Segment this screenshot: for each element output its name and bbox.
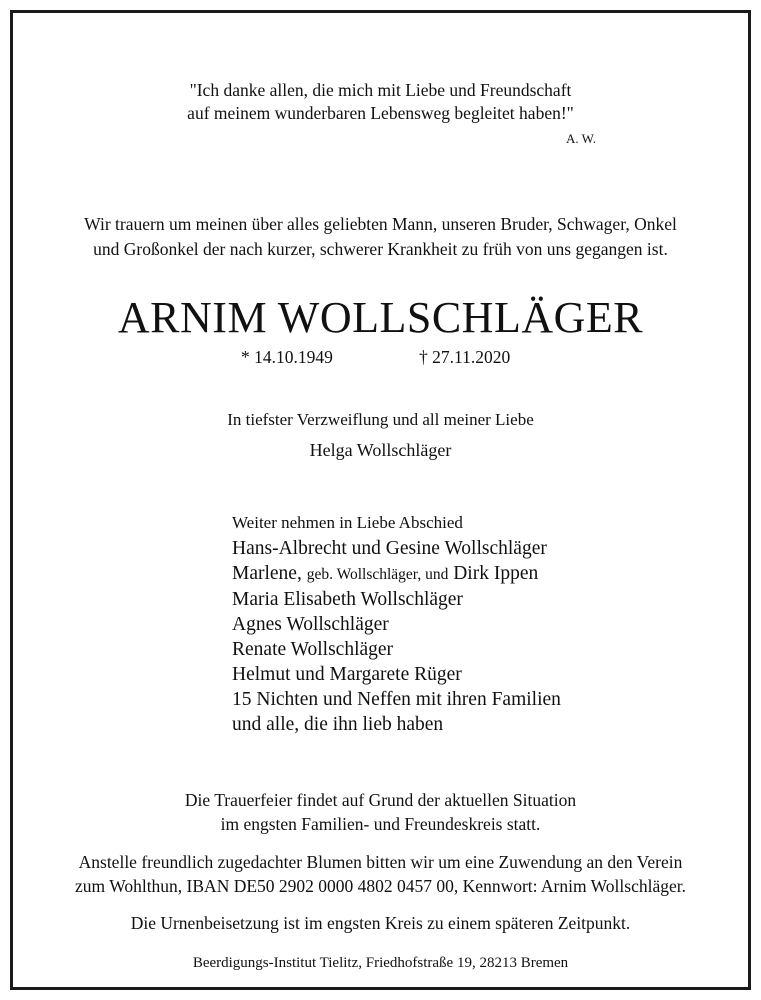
notice-border bbox=[10, 10, 751, 990]
intro-line-2: und Großonkel der nach kurzer, schwerer Krankheit zu früh von uns gegangen ist. bbox=[93, 239, 668, 259]
quote-line-2: auf meinem wunderbaren Lebensweg begleitet haben!" bbox=[187, 103, 574, 123]
mourner-line: Renate Wollschläger bbox=[232, 639, 394, 660]
quote-line-1: "Ich danke allen, die mich mit Liebe und Freundschaft bbox=[189, 80, 572, 100]
funeral-home: Beerdigungs-Institut Tielitz, Friedhofstraße 19, 28213 Bremen bbox=[192, 955, 569, 971]
widow-name: Helga Wollschläger bbox=[309, 440, 452, 460]
mourner-marlene-first: Marlene, bbox=[232, 563, 302, 584]
mourners-list bbox=[232, 510, 561, 737]
deceased-name: ARNIM WOLLSCHLÄGER bbox=[117, 293, 644, 342]
donation-line-2: zum Wohlthun, IBAN DE50 2902 0000 4802 0457 00, Kennwort: Arnim Wollschläger. bbox=[75, 876, 686, 896]
memorial-quote bbox=[0, 79, 761, 125]
ceremony-line-1: Die Trauerfeier findet auf Grund der aktuellen Situation bbox=[184, 790, 577, 810]
mourner-line: Helmut und Margarete Rüger bbox=[232, 664, 462, 685]
mourning-intro bbox=[0, 212, 761, 262]
mourners-heading: Weiter nehmen in Liebe Abschied bbox=[232, 513, 463, 532]
mourner-line: Hans-Albrecht und Gesine Wollschläger bbox=[232, 538, 547, 559]
mourner-line: Agnes Wollschläger bbox=[232, 614, 389, 635]
mourner-line-marlene bbox=[232, 561, 561, 587]
intro-line-1: Wir trauern um meinen über alles geliebten Mann, unseren Bruder, Schwager, Onkel bbox=[84, 214, 677, 234]
quote-signature: A. W. bbox=[566, 131, 596, 146]
ceremony-notice bbox=[0, 788, 761, 836]
ceremony-line-2: im engsten Familien- und Freundeskreis statt. bbox=[220, 814, 541, 834]
life-dates bbox=[0, 347, 761, 371]
donation-line-1: Anstelle freundlich zugedachter Blumen bitten wir um eine Zuwendung an den Verein bbox=[78, 852, 683, 872]
mourner-line: und alle, die ihn lieb haben bbox=[232, 714, 444, 735]
birth-date: * 14.10.1949 bbox=[241, 347, 333, 367]
mourner-marlene-last: Dirk Ippen bbox=[453, 563, 539, 584]
mourner-line: 15 Nichten und Neffen mit ihren Familien bbox=[232, 689, 561, 710]
widow-intro: In tiefster Verzweiflung und all meiner Liebe bbox=[227, 410, 534, 429]
urn-burial-notice: Die Urnenbeisetzung ist im engsten Kreis zu einem späteren Zeitpunkt. bbox=[130, 913, 631, 933]
donation-notice bbox=[0, 850, 761, 898]
death-date: † 27.11.2020 bbox=[419, 347, 511, 367]
mourner-line: Maria Elisabeth Wollschläger bbox=[232, 589, 463, 610]
mourner-marlene-maiden: geb. Wollschläger, und bbox=[306, 566, 449, 583]
